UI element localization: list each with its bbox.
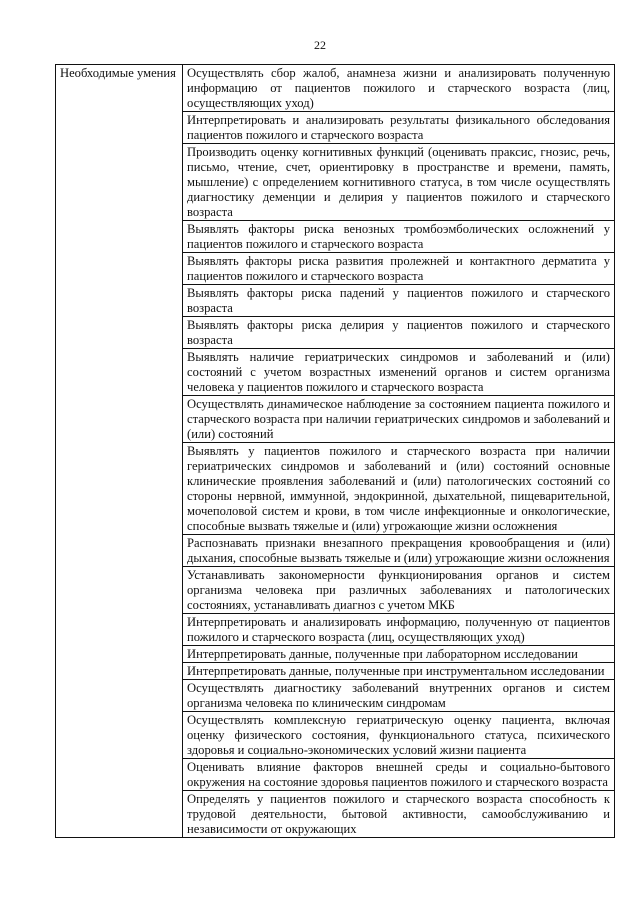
skill-item: Выявлять у пациентов пожилого и старческого возраста при наличии гериатрических синдромов и заболеваний и (или) состояний основные клинические проявления заболеваний и (или) патологических состояний со стороны нервной, иммунной, эндокринной, дыхательной, пищеварительной, мочеполовой систем и крови, в том числе инфекционные и онкологические, способные вызвать тяжелые и (или) угрожающие жизни осложнения	[183, 443, 615, 535]
skill-item: Определять у пациентов пожилого и старческого возраста способность к трудовой деятельности, бытовой активности, самообслуживанию и независимости от окружающих	[183, 791, 615, 838]
skill-item: Осуществлять диагностику заболеваний внутренних органов и систем организма человека по клиническим синдромам	[183, 680, 615, 712]
skill-item: Интерпретировать и анализировать информацию, полученную от пациентов пожилого и старческого возраста (лиц, осуществляющих уход)	[183, 614, 615, 646]
section-label-cell: Необходимые умения	[56, 65, 183, 838]
skills-table	[55, 64, 615, 838]
skill-item: Выявлять факторы риска развития пролежней и контактного дерматита у пациентов пожилого и старческого возраста	[183, 253, 615, 285]
skill-item: Выявлять наличие гериатрических синдромов и заболеваний и (или) состояний с учетом возрастных изменений органов и систем организма человека у пациентов пожилого и старческого возраста	[183, 349, 615, 396]
skill-item: Осуществлять динамическое наблюдение за состоянием пациента пожилого и старческого возраста при наличии гериатрических синдромов и заболеваний и (или) состояний	[183, 396, 615, 443]
skill-item: Устанавливать закономерности функционирования органов и систем организма человека при различных заболеваниях и патологических состояниях, устанавливать диагноз с учетом МКБ	[183, 567, 615, 614]
skill-item: Интерпретировать данные, полученные при лабораторном исследовании	[183, 646, 615, 663]
skill-item: Интерпретировать и анализировать результаты физикального обследования пациентов пожилого и старческого возраста	[183, 112, 615, 144]
skills-table-body	[56, 65, 615, 838]
skill-item: Осуществлять комплексную гериатрическую оценку пациента, включая оценку физического состояния, функционального статуса, психического здоровья и социально-экономических условий жизни пациента	[183, 712, 615, 759]
skill-item: Выявлять факторы риска венозных тромбоэмболических осложнений у пациентов пожилого и старческого возраста	[183, 221, 615, 253]
skill-item: Оценивать влияние факторов внешней среды и социально-бытового окружения на состояние здоровья пациентов пожилого и старческого возраста	[183, 759, 615, 791]
skill-item: Выявлять факторы риска делирия у пациентов пожилого и старческого возраста	[183, 317, 615, 349]
page-number: 22	[314, 38, 326, 52]
skill-item: Выявлять факторы риска падений у пациентов пожилого и старческого возраста	[183, 285, 615, 317]
skill-item: Интерпретировать данные, полученные при инструментальном исследовании	[183, 663, 615, 680]
skill-item: Производить оценку когнитивных функций (оценивать праксис, гнозис, речь, письмо, чтение, счет, ориентировку в пространстве и времени, память, мышление) с определением когнитивного статуса, в том числе осуществлять диагностику деменции и делирия у пациентов пожилого и старческого возраста	[183, 144, 615, 221]
skill-item: Осуществлять сбор жалоб, анамнеза жизни и анализировать полученную информацию от пациентов пожилого и старческого возраста (лиц, осуществляющих уход)	[183, 65, 615, 112]
table-row	[56, 65, 615, 112]
skill-item: Распознавать признаки внезапного прекращения кровообращения и (или) дыхания, способные вызвать тяжелые и (или) угрожающие жизни осложнения	[183, 535, 615, 567]
